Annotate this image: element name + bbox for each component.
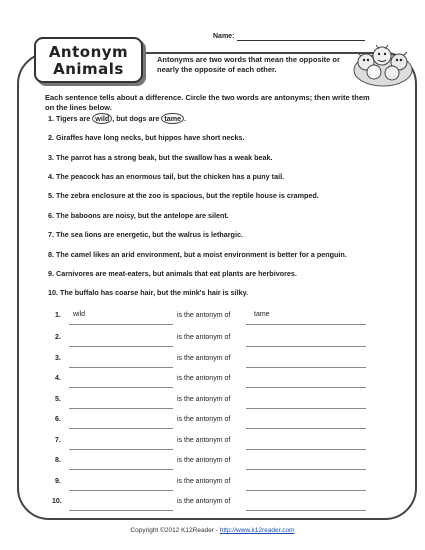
footer <box>0 527 425 534</box>
instructions: Each sentence tells about a difference. Circle the two words are antonyms; then write them on the lines below. <box>45 93 370 112</box>
answer-right-line[interactable] <box>246 504 366 511</box>
title-line-1: Antonym <box>48 43 129 61</box>
circled-word-wild[interactable]: wild <box>92 113 112 124</box>
sentence-5: 5. The zebra enclosure at the zoo is spacious, but the reptile house is cramped. <box>48 191 319 200</box>
sentence-2: 2. Giraffes have long necks, but hippos have short necks. <box>48 133 245 142</box>
answer-left-line[interactable] <box>69 504 173 511</box>
answer-right-line[interactable] <box>246 422 366 429</box>
answer-right-line[interactable] <box>246 381 366 388</box>
title-box <box>34 37 143 83</box>
answer-row-3: 3. is the antonym of <box>0 355 425 369</box>
answer-row-1: 1. wild is the antonym of tame <box>0 312 425 326</box>
name-field-line[interactable] <box>237 40 365 41</box>
circled-word-tame[interactable]: tame <box>161 113 184 124</box>
answer-right-line[interactable] <box>246 340 366 347</box>
answer-row-5: 5. is the antonym of <box>0 396 425 410</box>
sentence-8: 8. The camel likes an arid environment, but a moist environment is better for a penguin. <box>48 250 347 259</box>
antonym-connector: is the antonym of <box>177 312 231 319</box>
answer-right-line[interactable] <box>246 318 366 325</box>
answer-right-line[interactable] <box>246 402 366 409</box>
answer-row-9: 9. is the antonym of <box>0 478 425 492</box>
answer-left-value: wild <box>73 311 86 318</box>
answer-row-10: 10. is the antonym of <box>0 498 425 512</box>
answer-row-2: 2. is the antonym of <box>0 334 425 348</box>
answer-row-6: 6. is the antonym of <box>0 416 425 430</box>
answer-row-7: 7. is the antonym of <box>0 437 425 451</box>
answer-left-line[interactable] <box>69 361 173 368</box>
answer-left-line[interactable] <box>69 422 173 429</box>
sentence-9: 9. Carnivores are meat-eaters, but animals that eat plants are herbivores. <box>48 269 297 278</box>
title-line-2: Animals <box>53 60 124 78</box>
answer-left-line[interactable] <box>69 381 173 388</box>
footer-link[interactable]: http://www.k12reader.com <box>219 527 295 534</box>
name-label: Name: <box>213 33 235 40</box>
answer-row-4: 4. is the antonym of <box>0 375 425 389</box>
answer-left-line[interactable] <box>69 340 173 347</box>
answer-right-line[interactable] <box>246 463 366 470</box>
sentence-6: 6. The baboons are noisy, but the antelope are silent. <box>48 211 229 220</box>
answer-right-line[interactable] <box>246 361 366 368</box>
sentence-10: 10. The buffalo has coarse hair, but the mink's hair is silky. <box>48 288 249 297</box>
answer-left-line[interactable] <box>69 443 173 450</box>
answer-left-line[interactable] <box>69 318 173 325</box>
intro-text: Antonyms are two words that mean the opposite or nearly the opposite of each other. <box>157 55 340 74</box>
answer-right-line[interactable] <box>246 443 366 450</box>
answer-row-8: 8. is the antonym of <box>0 457 425 471</box>
answer-left-line[interactable] <box>69 484 173 491</box>
copyright-text: Copyright ©2012 K12Reader - <box>130 527 220 534</box>
answer-left-line[interactable] <box>69 402 173 409</box>
answer-left-line[interactable] <box>69 463 173 470</box>
answer-right-line[interactable] <box>246 484 366 491</box>
sentence-7: 7. The sea lions are energetic, but the walrus is lethargic. <box>48 230 243 239</box>
answer-right-value: tame <box>254 311 270 318</box>
sentence-1: 1. Tigers are wild , but dogs are tame . <box>48 114 187 123</box>
animals-illustration <box>352 40 414 88</box>
sentence-4: 4. The peacock has an enormous tail, but the chicken has a puny tail. <box>48 172 285 181</box>
sentence-3: 3. The parrot has a strong beak, but the swallow has a weak beak. <box>48 153 273 162</box>
